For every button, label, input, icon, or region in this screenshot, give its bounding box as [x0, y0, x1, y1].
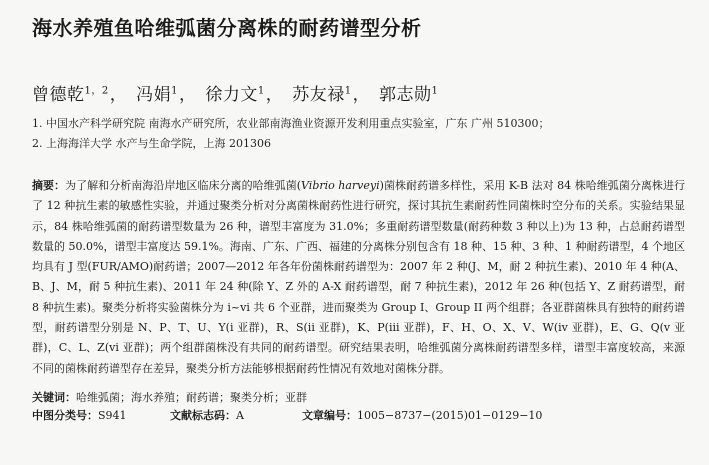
abstract-text: )菌株耐药谱多样性，采用 K-B 法对 84 株哈维弧菌分离株进行了 12 种抗生素的敏感性实验，并通过聚类分析对分离菌株耐药性进行研究，探讨其抗生素耐药性同菌株时空分布的关系。实验结果显示，84 株哈维弧菌的耐药谱型数量为 26 种，谱型丰富度为 31.0%；多重耐药谱型数量(耐药种数 3 种以上)为 13 种，占总耐药谱型数量的 50.0%，谱型丰富度达 59.1%。海南、广东、广西、福建的分离株分别包含有 18 种、15 种、3 种、1 种耐药谱型，4 个地区均具有 J 型(FUR/AMO)耐药谱；2007—2012 年各年份菌株耐药谱型为：2007 年 2 种(J、M，耐 2 种抗生素)、2010 年 4 种(A、B、J、M，耐 5 种抗生素)、2011 年 24 种(除 Y、Z 外的 A-X 耐药谱型，耐 7 种抗生素)，2012 年 26 种(包括 Y、Z 耐药谱型，耐 8 种抗生素)。聚类分析将实验菌株分为 i~vi 共 6 个亚群，进而聚类为 Group I、Group II 两个组群；各亚群菌株具有独特的耐药谱型，耐药谱型分别是 N、P、T、U、Y(i 亚群)，R、S(ii 亚群)，K、P(iii 亚群)，F、H、O、X、V、W(iv 亚群)，E、G、Q(v 亚群)，C、L、Z(vi 亚群)；两个组群菌株没有共同的耐药谱型。研究结果表明，哈维弧菌分离株耐药谱型多样，谱型丰富度较高，来源不同的菌株耐药谱型存在差异，聚类分析方法能够根据耐药性情况有效地对菌株分群。	[32, 179, 685, 375]
affiliation-line: 2. 上海海洋大学 水产与生命学院，上海 201306	[32, 137, 271, 150]
author	[379, 85, 438, 105]
article-number-label: 文章编号：	[302, 408, 357, 422]
document-code-label: 文献标志码：	[170, 408, 236, 422]
abstract-label: 摘要：	[32, 179, 66, 192]
author-name: 冯娟	[136, 85, 172, 105]
author	[292, 85, 351, 105]
classification-number	[32, 407, 127, 425]
author-name: 苏友禄	[292, 85, 345, 105]
classification-label: 中图分类号：	[32, 408, 98, 422]
author-affil-mark: 1，2	[84, 85, 109, 97]
abstract-text: 为了解和分析南海沿岸地区临床分离的哈维弧菌(	[65, 179, 302, 192]
author-affil-mark: 1	[171, 85, 179, 97]
author	[136, 85, 178, 105]
keywords-label: 关键词：	[32, 390, 76, 404]
author	[32, 85, 109, 105]
author-separator: ，	[109, 85, 128, 105]
keywords	[32, 389, 685, 407]
author-name: 郭志勋	[378, 85, 432, 105]
document-code-value: A	[236, 408, 244, 422]
author-name: 徐力文	[205, 85, 258, 105]
affiliation-list	[32, 114, 685, 154]
paper-title: 海水养殖鱼哈维弧菌分离株的耐药谱型分析	[32, 16, 422, 40]
keywords-text: 哈维弧菌；海水养殖；耐药谱；聚类分析；亚群	[76, 390, 307, 404]
author-separator: ，	[265, 85, 284, 105]
author-affil-mark: 1	[344, 85, 352, 97]
author-affil-mark: 1	[257, 85, 265, 97]
document-code	[170, 407, 244, 425]
author-separator: ，	[179, 85, 197, 105]
author-name: 曾德乾	[32, 85, 85, 105]
affiliation-line: 1. 中国水产科学研究院 南海水产研究所，农业部南海渔业资源开发利用重点实验室，广东 广州 510300；	[32, 117, 550, 130]
author	[205, 85, 264, 105]
author-list	[32, 84, 685, 106]
classification-value: S941	[98, 408, 127, 422]
species-name: Vibrio harveyi	[301, 179, 380, 192]
abstract	[32, 176, 685, 379]
author-separator: ，	[352, 85, 371, 105]
article-number-value: 1005−8737−(2015)01−0129−10	[357, 408, 543, 422]
author-affil-mark: 1	[431, 85, 439, 97]
article-number	[302, 407, 542, 425]
paper-meta	[32, 407, 685, 425]
